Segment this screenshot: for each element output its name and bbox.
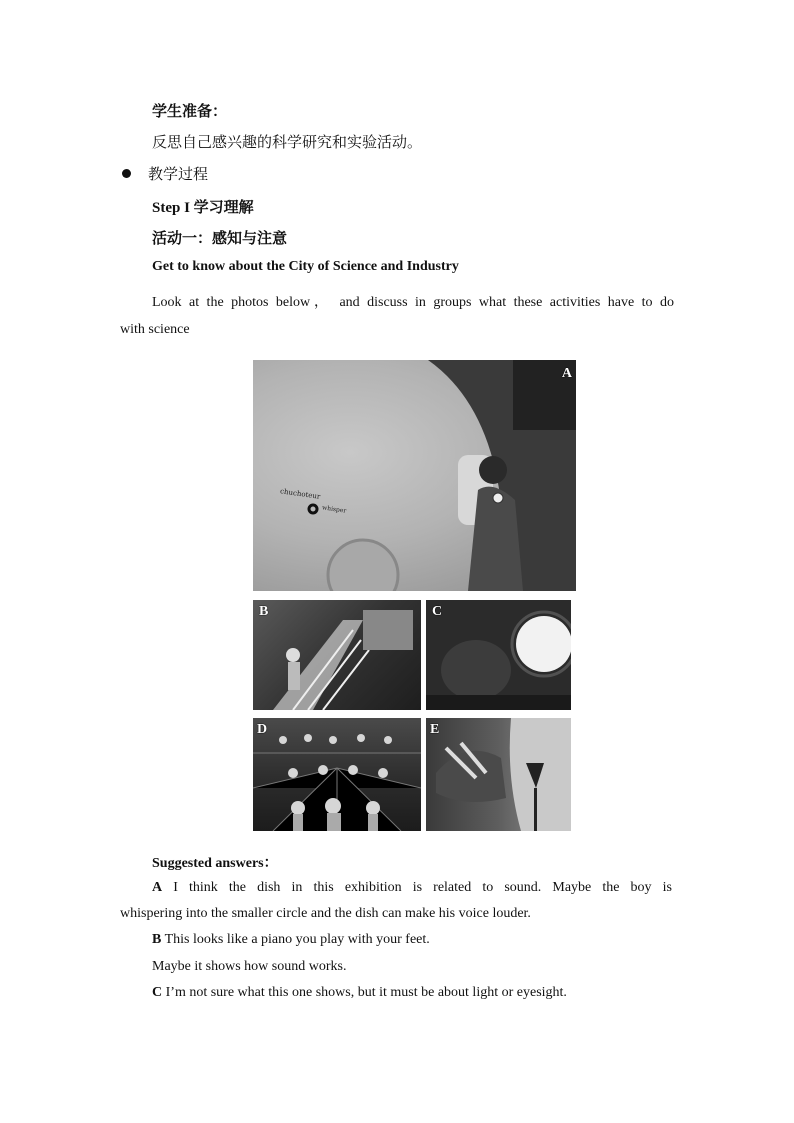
answer-a-letter: A (152, 880, 163, 895)
photo-e-label: E (430, 722, 440, 737)
photo-a (253, 360, 576, 591)
answer-c-letter: C (152, 985, 163, 1000)
instruction-line-2: with science (120, 322, 190, 337)
activity-heading: 活动一：感知与注意 (152, 229, 288, 247)
photo-d (253, 718, 421, 831)
answer-a-line-1 (152, 880, 672, 896)
photo-c (426, 600, 571, 710)
step-heading: Step I 学习理解 (152, 200, 254, 216)
photo-c-label: C (432, 604, 443, 619)
prep-heading: 学生准备： (152, 102, 228, 120)
bullet-icon (122, 169, 131, 178)
prep-text: 反思自己感兴趣的科学研究和实验活动。 (152, 133, 423, 151)
answer-b-text: This looks like a piano you play with your feet. (164, 932, 430, 947)
section-subtitle: Get to know about the City of Science and Industry (152, 259, 459, 274)
answers-heading: Suggested answers： (152, 856, 278, 871)
answer-a-line-2: whispering into the smaller circle and the dish can make his voice louder. (120, 906, 531, 921)
photo-a-caption-2: whisper (321, 504, 347, 515)
photo-e (426, 718, 571, 831)
answer-c-text: I’m not sure what this one shows, but it must be about light or eyesight. (165, 985, 567, 1000)
answer-a-text: I think the dish in this exhibition is related to sound. Maybe the boy is (173, 880, 672, 895)
photo-a-label: A (561, 366, 572, 381)
answer-b-letter: B (152, 932, 162, 947)
answer-c-line-1 (152, 985, 567, 1001)
photo-d-label: D (257, 722, 268, 737)
answer-b-line-2: Maybe it shows how sound works. (152, 959, 347, 974)
photo-b (253, 600, 421, 710)
photo-a-caption: chuchoteur (279, 487, 321, 501)
instruction-line-1: Look at the photos below， and discuss in groups what these activities have to do (152, 295, 674, 310)
photo-b-label: B (259, 604, 269, 619)
process-title: 教学过程 (148, 165, 209, 183)
answer-b-line-1 (152, 932, 430, 948)
